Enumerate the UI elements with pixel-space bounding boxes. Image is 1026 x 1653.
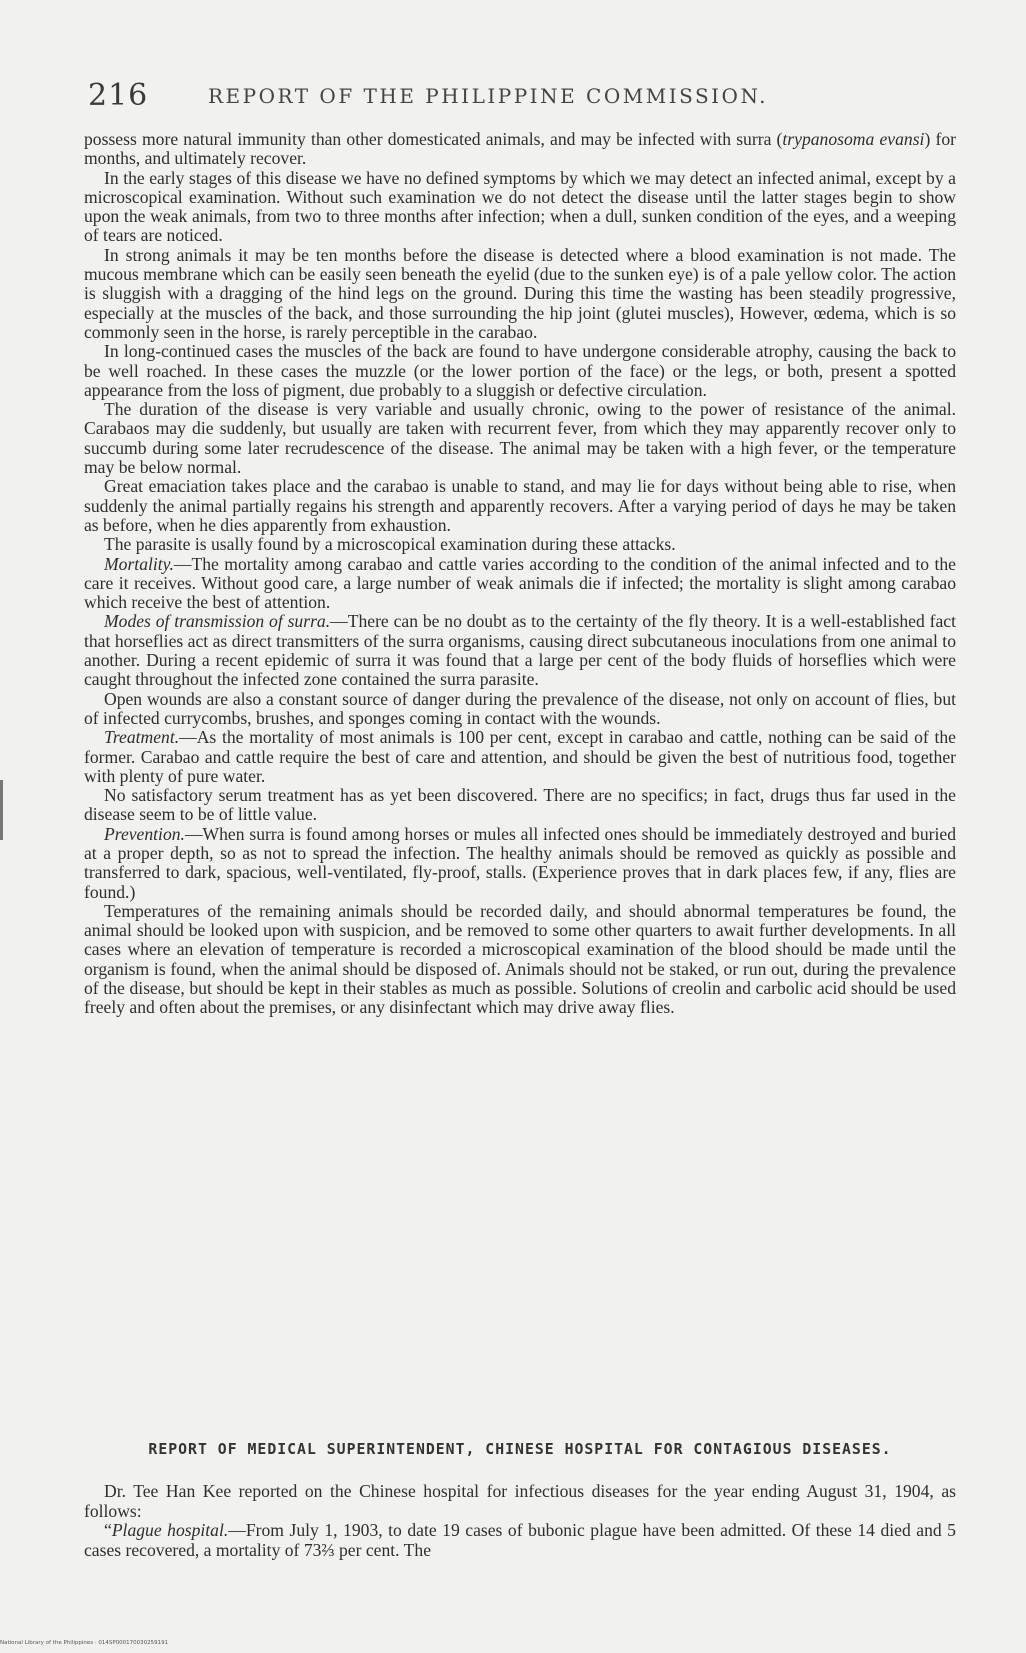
- paragraph-emaciation: Great emaciation takes place and the carabao is unable to stand, and may lie for days without being able to rise, when suddenly the animal partially regains his strength and apparently recovers. After a varying period of days he may be taken as before, when he dies apparently from exhaustion.: [84, 476, 956, 535]
- page-header: [88, 78, 948, 118]
- hospital-report-section: [84, 1440, 956, 1560]
- paragraph-mortality: Mortality.—The mortality among carabao and cattle varies according to the condition of the animal infected and to the care it receives. Without good care, a large number of weak animals die if infected; the mortality is slight among carabao which receive the best of attention.: [84, 553, 956, 613]
- paragraph-open-wounds: Open wounds are also a constant source of danger during the prevalence of the disease, not only on account of flies, but of infected currycombs, brushes, and sponges coming in contact with the wounds.: [84, 688, 956, 728]
- paragraph-early-stages: In the early stages of this disease we have no defined symptoms by which we may detect an infected animal, except by a microscopical examination. Without such examination we do not detect the disease until the latter stages begin to show upon the weak animals, from two to three months after infection; when a dull, sunken condition of the eyes, and a weeping of tears are noticed.: [84, 167, 956, 246]
- scan-edge-mark: [0, 780, 3, 840]
- paragraph-plague-hospital: “Plague hospital.—From July 1, 1903, to date 19 cases of bubonic plague have been admitted. Of these 14 died and 5 cases recovered, a mortality of 73⅔ per cent. The: [84, 1520, 956, 1560]
- paragraph-parasite: The parasite is usally found by a microscopical examination during these attacks.: [104, 534, 676, 555]
- paragraph-prevention: Prevention.—When surra is found among horses or mules all infected ones should be immediately destroyed and buried at a proper depth, so as not to spread the infection. The healthy animals should be removed as quickly as possible and transferred to dark, spacious, well-ventilated, fly-proof, stalls. (Experience proves that in dark places few, if any, flies are found.): [84, 823, 956, 902]
- paragraph-transmission: Modes of transmission of surra.—There can be no doubt as to the certainty of the fly theory. It is a well-established fact that horseflies act as direct transmitters of the surra organisms, causing direct subcutaneous inoculations from one animal to another. During a recent epidemic of surra it was found that a large per cent of the body fluids of horseflies which were caught throughout the infected zone contained the surra parasite.: [84, 611, 956, 690]
- body-text: [84, 130, 956, 1018]
- paragraph-temperatures: Temperatures of the remaining animals should be recorded daily, and should abnormal temperatures be found, the animal should be looked upon with suspicion, and be removed to some other quarters to await further developments. In all cases where an elevation of temperature is recorded a microscopical examination of the blood should be made until the organism is found, when the animal should be disposed of. Animals should not be staked, or run out, during the prevalence of the disease, but should be kept in their stables as much as possible. Solutions of creolin and carbolic acid should be used freely and often about the premises, or any disinfectant which may drive away flies.: [84, 900, 956, 1018]
- paragraph-continuation: possess more natural immunity than other domesticated animals, and may be infected with surra (trypanosoma evansi) for months, and ultimately recover.: [84, 129, 956, 169]
- paragraph-report-intro: Dr. Tee Han Kee reported on the Chinese hospital for infectious diseases for the year ending August 31, 1904, as follows:: [84, 1481, 956, 1521]
- section-heading: REPORT OF MEDICAL SUPERINTENDENT, CHINESE HOSPITAL FOR CONTAGIOUS DISEASES.: [148, 1441, 892, 1458]
- paragraph-serum: No satisfactory serum treatment has as yet been discovered. There are no specifics; in fact, drugs thus far used in the disease seem to be of little value.: [84, 785, 956, 825]
- paragraph-long-continued: In long-continued cases the muscles of the back are found to have undergone considerable atrophy, causing the back to be well roached. In these cases the muzzle (or the lower portion of the face) or the legs, or both, present a spotted appearance from the loss of pigment, due probably to a sluggish or defective circulation.: [84, 341, 956, 400]
- page-number: 216: [88, 78, 149, 113]
- paragraph-treatment: Treatment.—As the mortality of most animals is 100 per cent, except in carabao and cattle, nothing can be said of the former. Carabao and cattle require the best of care and attention, and should be given the best of nutritious food, together with plenty of pure water.: [84, 727, 956, 786]
- scan-footer: National Library of the Philippines · 014SP000170030259191: [0, 1640, 169, 1646]
- paragraph-duration: The duration of the disease is very variable and usually chronic, owing to the power of resistance of the animal. Carabaos may die suddenly, but usually are taken with recurrent fever, from which they may apparently recover only to succumb during some later recrudescence of the disease. The animal may be taken with a high fever, or the temperature may be below normal.: [84, 399, 956, 478]
- running-head: REPORT OF THE PHILIPPINE COMMISSION.: [208, 84, 769, 108]
- paragraph-strong-animals: In strong animals it may be ten months before the disease is detected where a blood examination is not made. The mucous membrane which can be easily seen beneath the eyelid (due to the sunken eye) is of a pale yellow color. The action is sluggish with a dragging of the hind legs on the ground. During this time the wasting has been steadily progressive, especially at the muscles of the back, and those surrounding the hip joint (glutei muscles), However, œdema, which is so commonly seen in the horse, is rarely perceptible in the carabao.: [84, 244, 956, 342]
